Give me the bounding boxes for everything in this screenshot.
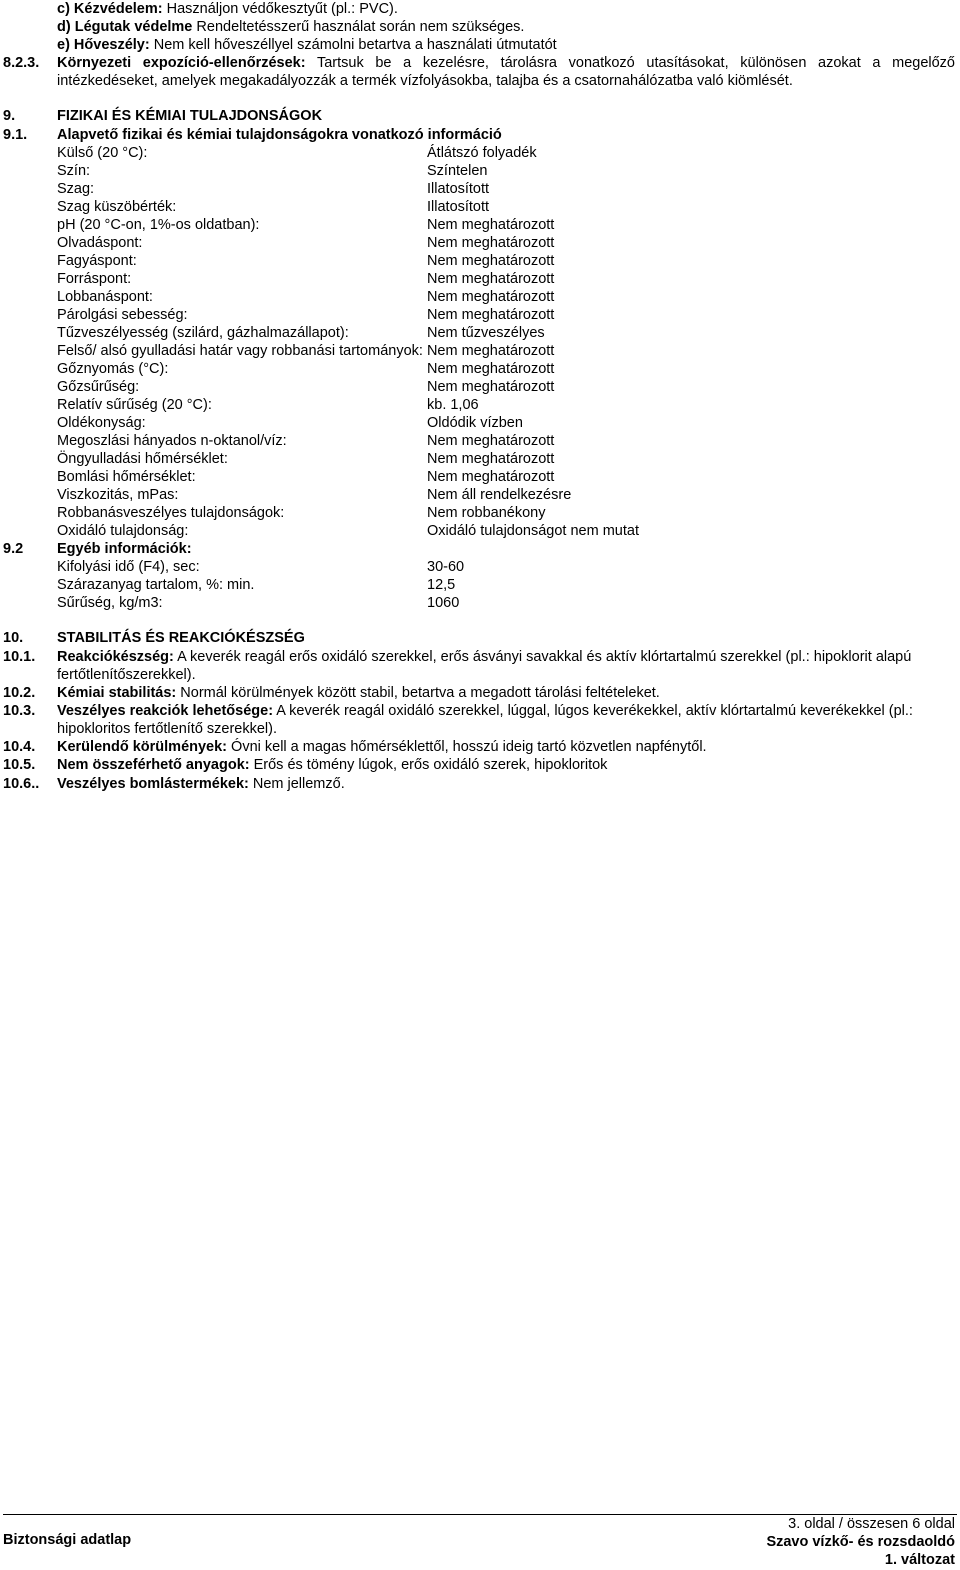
property-label: Bomlási hőmérséklet: xyxy=(57,469,196,485)
thermal-hazard-text: Nem kell hőveszéllyel számolni betartva a használati útmutatót xyxy=(149,37,557,53)
section-10-6-text1: Nem jellemző. xyxy=(248,776,345,792)
section-10-3-number: 10.3. xyxy=(3,703,36,719)
section-10-4-label: Kerülendő körülmények: xyxy=(57,739,228,755)
thermal-hazard-line xyxy=(57,36,557,54)
section-10-6-number: 10.6.. xyxy=(3,776,40,792)
section-10-6-label: Veszélyes bomlástermékek: xyxy=(57,776,249,792)
section-10-4-number: 10.4. xyxy=(3,739,36,755)
property-label: Oldékonyság: xyxy=(57,415,146,431)
property-value: Nem meghatározott xyxy=(427,307,555,323)
hand-protection-label: c) Kézvédelem: xyxy=(57,1,163,17)
property-value: 1060 xyxy=(427,595,460,611)
respiratory-protection-text: Rendeltetésszerű használat során nem szükséges. xyxy=(192,19,525,35)
property-label: Relatív sűrűség (20 °C): xyxy=(57,397,212,413)
thermal-hazard-label: e) Hőveszély: xyxy=(57,37,150,53)
section-10-2-label: Kémiai stabilitás: xyxy=(57,685,177,701)
respiratory-protection-label: d) Légutak védelme xyxy=(57,19,193,35)
property-value: Nem meghatározott xyxy=(427,289,555,305)
section-10-5-text1: Erős és tömény lúgok, erős oxidáló szerek, hipokloritok xyxy=(249,757,608,773)
property-label: Szín: xyxy=(57,163,91,179)
property-value: 12,5 xyxy=(427,577,456,593)
property-value: Illatosított xyxy=(427,199,490,215)
property-label: Kifolyási idő (F4), sec: xyxy=(57,559,200,575)
property-value: kb. 1,06 xyxy=(427,397,479,413)
property-label: Tűzveszélyesség (szilárd, gázhalmazállapot): xyxy=(57,325,349,341)
footer-product-name: Szavo vízkő- és rozsdaoldó xyxy=(766,1534,955,1550)
section-9-1-title: Alapvető fizikai és kémiai tulajdonságokra vonatkozó információ xyxy=(57,127,502,143)
property-label: Olvadáspont: xyxy=(57,235,143,251)
hand-protection-text: Használjon védőkesztyűt (pl.: PVC). xyxy=(162,1,398,17)
property-label: Gőznyomás (°C): xyxy=(57,361,169,377)
hand-protection-line xyxy=(57,0,398,18)
property-label: Megoszlási hányados n-oktanol/víz: xyxy=(57,433,287,449)
property-value: 30-60 xyxy=(427,559,465,575)
property-value: Nem meghatározott xyxy=(427,217,555,233)
property-value: Illatosított xyxy=(427,181,490,197)
section-10-1-label: Reakciókészség: xyxy=(57,649,174,665)
property-value: Nem meghatározott xyxy=(427,361,555,377)
section-9-title: FIZIKAI ÉS KÉMIAI TULAJDONSÁGOK xyxy=(57,108,323,124)
footer-page-number: 3. oldal / összesen 6 oldal xyxy=(788,1516,955,1532)
section-10-title: STABILITÁS ÉS REAKCIÓKÉSZSÉG xyxy=(57,630,305,646)
property-label: pH (20 °C-on, 1%-os oldatban): xyxy=(57,217,260,233)
property-label: Párolgási sebesség: xyxy=(57,307,188,323)
section-8-2-3-number: 8.2.3. xyxy=(3,55,40,71)
section-10-number: 10. xyxy=(3,630,24,646)
section-8-2-3-line1 xyxy=(57,54,955,72)
section-10-2-line1 xyxy=(57,684,660,702)
section-10-5-label: Nem összeférhető anyagok: xyxy=(57,757,250,773)
section-10-1-number: 10.1. xyxy=(3,649,36,665)
section-9-1-number: 9.1. xyxy=(3,127,28,143)
property-label: Forráspont: xyxy=(57,271,132,287)
property-value: Nem meghatározott xyxy=(427,433,555,449)
property-label: Öngyulladási hőmérséklet: xyxy=(57,451,228,467)
section-10-1-text1: A keverék reagál erős oxidáló szerekkel, erős ásványi savakkal és aktív klórtartalmú szerekkel (pl.: hipoklorit alapú xyxy=(173,649,912,665)
section-10-6-line1 xyxy=(57,775,345,793)
property-label: Szag küszöbérték: xyxy=(57,199,177,215)
property-value: Nem robbanékony xyxy=(427,505,546,521)
property-value: Nem meghatározott xyxy=(427,235,555,251)
property-label: Fagyáspont: xyxy=(57,253,137,269)
section-9-2-number: 9.2 xyxy=(3,541,24,557)
section-10-4-line1 xyxy=(57,738,707,756)
property-value: Színtelen xyxy=(427,163,488,179)
property-value: Nem tűzveszélyes xyxy=(427,325,545,341)
property-label: Oxidáló tulajdonság: xyxy=(57,523,189,539)
footer-document-type: Biztonsági adatlap xyxy=(3,1532,132,1548)
property-label: Gőzsűrűség: xyxy=(57,379,140,395)
property-label: Sűrűség, kg/m3: xyxy=(57,595,163,611)
section-8-2-3-label: Környezeti expozíció-ellenőrzések: xyxy=(57,55,306,71)
property-value: Oldódik vízben xyxy=(427,415,523,431)
section-10-4-text1: Óvni kell a magas hőmérséklettől, hosszú ideig tartó közvetlen napfénytől. xyxy=(227,739,707,755)
footer-version: 1. változat xyxy=(884,1552,955,1568)
property-label: Viszkozitás, mPas: xyxy=(57,487,179,503)
property-value: Nem meghatározott xyxy=(427,253,555,269)
section-10-2-number: 10.2. xyxy=(3,685,36,701)
property-value: Nem áll rendelkezésre xyxy=(427,487,572,503)
property-label: Külső (20 °C): xyxy=(57,145,148,161)
section-8-2-3-line2: intézkedéseket, amelyek megakadályozzák a termék vízfolyásokba, talajba és a csatornahálózatba való kiömlését. xyxy=(57,73,793,89)
flammability-limits: Felső/ alsó gyulladási határ vagy robbanási tartományok: Nem meghatározott xyxy=(57,343,555,359)
property-value: Átlátszó folyadék xyxy=(427,145,537,161)
property-label: Robbanásveszélyes tulajdonságok: xyxy=(57,505,285,521)
property-value: Nem meghatározott xyxy=(427,469,555,485)
property-value: Nem meghatározott xyxy=(427,271,555,287)
section-10-3-line2: hipokloritos fertőtlenítő szerekkel). xyxy=(57,721,278,737)
section-10-3-text1: A keverék reagál oxidáló szerekkel, lúggal, lúgos keverékekkel, aktív klórtartalmú keverékekkel (pl.: xyxy=(273,703,913,719)
property-label: Szag: xyxy=(57,181,95,197)
property-value: Oxidáló tulajdonságot nem mutat xyxy=(427,523,639,539)
property-label: Lobbanáspont: xyxy=(57,289,153,305)
section-8-2-3-text1: Tartsuk be a kezelésre, tárolásra vonatkozó utasításokat, különösen azokat a megelőző xyxy=(305,55,955,71)
section-9-number: 9. xyxy=(3,108,16,124)
section-10-5-line1 xyxy=(57,756,607,774)
section-9-2-title: Egyéb információk: xyxy=(57,541,192,557)
section-10-3-label: Veszélyes reakciók lehetősége: xyxy=(57,703,274,719)
section-10-3-line1 xyxy=(57,702,955,720)
section-10-1-line2: fertőtlenítőszerekkel). xyxy=(57,667,196,683)
section-10-5-number: 10.5. xyxy=(3,757,36,773)
property-value: Nem meghatározott xyxy=(427,451,555,467)
property-label: Szárazanyag tartalom, %: min. xyxy=(57,577,255,593)
section-10-1-line1 xyxy=(57,648,955,666)
respiratory-protection-line xyxy=(57,18,524,36)
section-10-2-text1: Normál körülmények között stabil, betartva a megadott tárolási feltételeket. xyxy=(176,685,660,701)
property-value: Nem meghatározott xyxy=(427,379,555,395)
